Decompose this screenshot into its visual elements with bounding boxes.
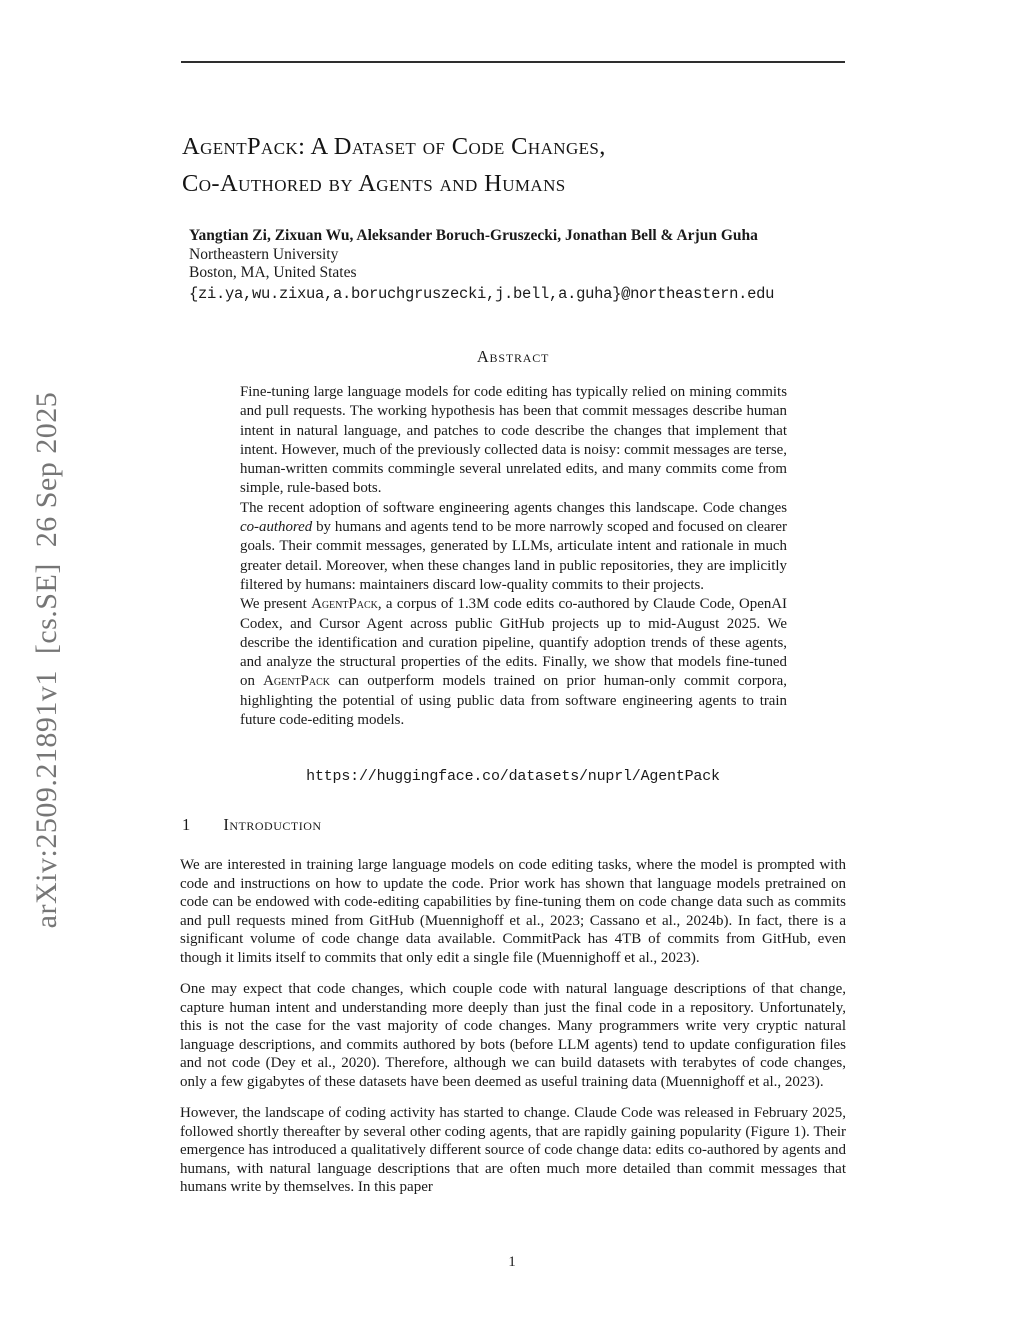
text-segment: However, the landscape of coding activity has started to change. Claude Code was released in February 2025, followed shortly thereafter by several other coding agents, that are rapidly gaining popularity (Figure 1). Their emergence has introduced a qualitatively different source of code change data: edits co-authored by agents and humans, with natural language descriptions that are often much more detailed than commit messages that humans write by themselves. In this paper [180,1105,846,1195]
section-number: 1 [182,815,191,834]
paper-title-line1: AgentPack: A Dataset of Code Changes, [182,133,606,160]
section-heading-introduction [182,815,322,835]
section-title: Introduction [223,815,322,834]
abstract-heading: Abstract [476,347,550,366]
smallcaps-text: AgentPack [263,673,330,690]
italic-text: co-authored [240,519,313,536]
text-segment: Fine-tuning large language models for code editing has typically relied on mining commits and pull requests. The working hypothesis has been that commit messages describe human intent in natural language, and patches to code describe the changes that implement that intent. However, much of the previously collected data is noisy: commit messages are terse, human-written commits commingle several unrelated edits, and many commits come from simple, rule-based bots. [240,384,787,497]
paragraph [240,499,787,595]
header-rule [181,61,845,63]
paragraph [180,856,846,967]
affiliation-location: Boston, MA, United States [189,264,357,281]
paragraph [180,980,846,1091]
arxiv-watermark: arXiv:2509.21891v1 [cs.SE] 26 Sep 2025 [30,391,63,929]
text-segment: by humans and agents tend to be more narrowly scoped and focused on clearer goals. Their commit messages, generated by LLMs, articulate intent and rationale in much greater detail. Moreover, when these changes land in public repositories, they are implicitly filtered by humans: maintainers discard low-quality commits to their projects. [240,519,787,593]
paragraph [240,595,787,730]
text-segment: We are interested in training large language models on code editing tasks, where the model is prompted with code and instructions on how to update the code. Prior work has shown that language models pretrained on code can be endowed with code-editing capabilities by fine-tuning them on code change data such as commits and pull requests mined from GitHub (Muennighoff et al., 2023; Cassano et al., 2024b). In fact, there is a significant volume of code change data available. CommitPack has 4TB of commits from GitHub, even though it limits itself to commits that only edit a single file (Muennighoff et al., 2023). [180,857,846,966]
authors-block [189,227,849,303]
introduction-body [180,856,846,1210]
paragraph [240,383,787,499]
abstract-body [240,383,787,730]
author-emails: {zi.ya,wu.zixua,a.boruchgruszecki,j.bell,a.guha}@northeastern.edu [189,284,775,303]
text-segment: , a corpus of 1.3M code edits co-authored by Claude Code, OpenAI Codex, and Cursor Agent across public GitHub projects up to mid-August 2025. We describe the identification and curation pipeline, quantify adoption trends of these agents, and analyze the structural properties of the edits. Finally, we show that models fine-tuned on [240,596,787,690]
paragraph [180,1104,846,1197]
author-names: Yangtian Zi, Zixuan Wu, Aleksander Boruch-Gruszecki, Jonathan Bell & Arjun Guha [189,227,758,244]
text-segment: We present [240,596,312,613]
affiliation-university: Northeastern University [189,245,339,263]
text-segment: One may expect that code changes, which couple code with natural language descriptions of that change, capture human intent and understanding more deeply than just the final code in a repository. Unfortunately, this is not the case for the vast majority of code changes. Many programmers write very cryptic natural language descriptions, and commits authored by bots (before LLM agents) tend to update configuration files and not code (Dey et al., 2020). Therefore, although we can build datasets with terabytes of code changes, only a few gigabytes of these datasets have been deemed as useful training data (Muennighoff et al., 2023). [180,981,846,1090]
paper-title [182,128,846,202]
paper-title-line2: Co-Authored by Agents and Humans [182,170,566,197]
text-segment: The recent adoption of software engineering agents changes this landscape. Code changes [240,499,787,516]
dataset-url-link[interactable]: https://huggingface.co/datasets/nuprl/AgentPack [306,768,720,785]
page-number: 1 [508,1254,516,1270]
text-segment: can outperform models trained on prior human-only commit corpora, highlighting the potential of using public data from software engineering agents to train future code-editing models. [240,673,787,729]
smallcaps-text: AgentPack [311,596,378,613]
